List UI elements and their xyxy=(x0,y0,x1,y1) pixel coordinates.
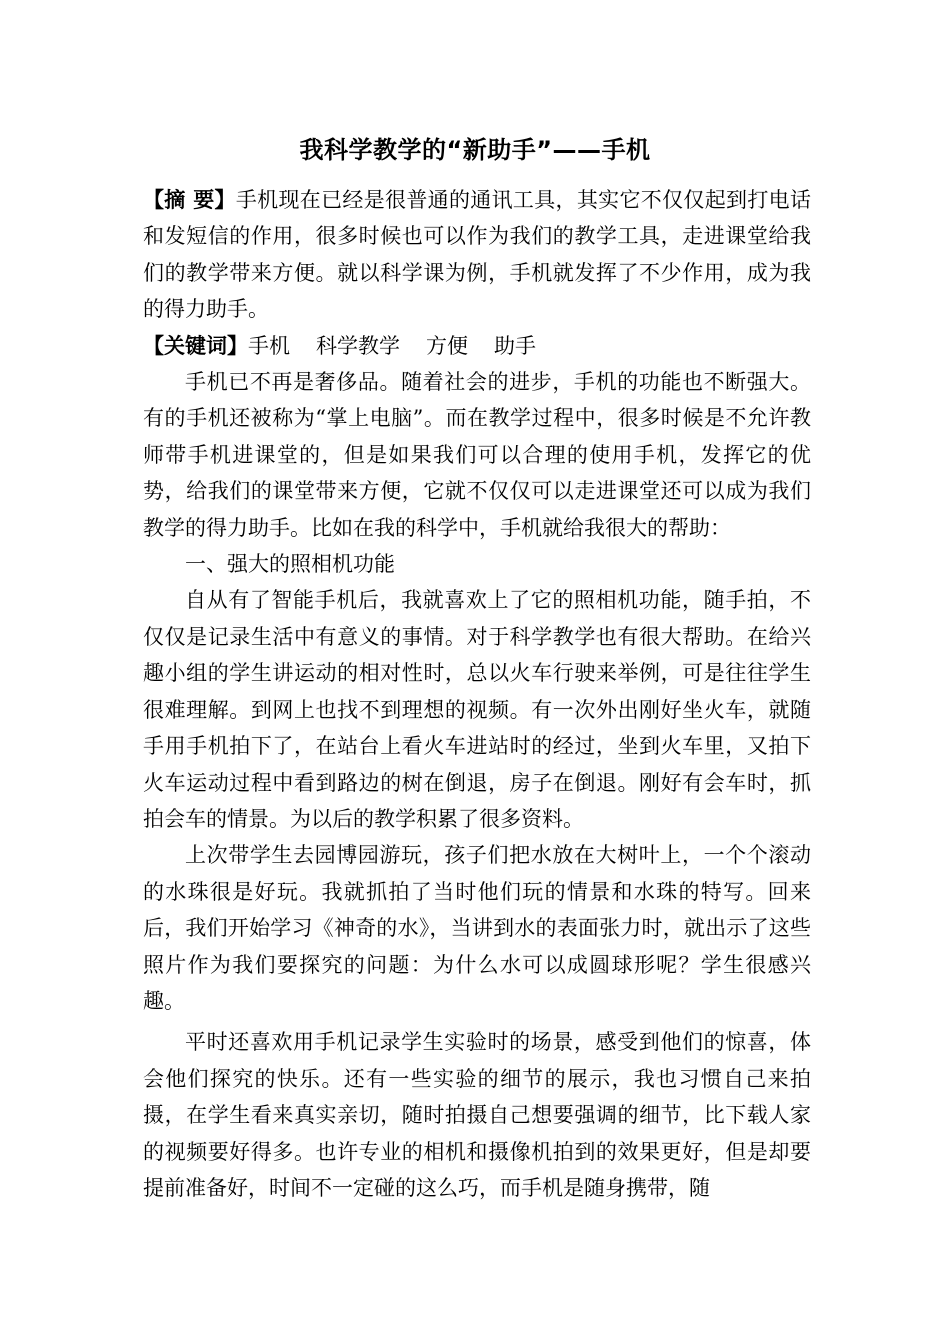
keyword-item: 助手 xyxy=(494,333,536,358)
keyword-item: 手机 xyxy=(248,333,290,358)
keywords-paragraph xyxy=(143,328,811,364)
document-body xyxy=(143,182,811,1206)
abstract-text: 手机现在已经是很普通的通讯工具，其实它不仅仅起到打电话和发短信的作用，很多时候也可以作为我们的教学工具，走进课堂给我们的教学带来方便。就以科学课为例，手机就发挥了不少作用，成为我的得力助手。 xyxy=(143,188,811,322)
body-paragraph: 自从有了智能手机后，我就喜欢上了它的照相机功能，随手拍，不仅仅是记录生活中有意义的事情。对于科学教学也有很大帮助。在给兴趣小组的学生讲运动的相对性时，总以火车行驶来举例，可是往往学生很难理解。到网上也找不到理想的视频。有一次外出刚好坐火车，就随手用手机拍下了，在站台上看火车进站时的经过，坐到火车里，又拍下火车运动过程中看到路边的树在倒退，房子在倒退。刚好有会车时，抓拍会车的情景。为以后的教学积累了很多资料。 xyxy=(143,588,811,831)
body-paragraph: 平时还喜欢用手机记录学生实验时的场景，感受到他们的惊喜，体会他们探究的快乐。还有一些实验的细节的展示，我也习惯自己来拍摄，在学生看来真实亲切，随时拍摄自己想要强调的细节，比下载人家的视频要好得多。也许专业的相机和摄像机拍到的效果更好，但是却要提前准备好，时间不一定碰的这么巧，而手机是随身携带，随 xyxy=(143,1030,811,1200)
keyword-item: 方便 xyxy=(426,333,468,358)
keywords-label: 【关键词】 xyxy=(143,333,248,358)
body-paragraph: 上次带学生去园博园游玩，孩子们把水放在大树叶上，一个个滚动的水珠很是好玩。我就抓拍了当时他们玩的情景和水珠的特写。回来后，我们开始学习《神奇的水》，当讲到水的表面张力时，就出示了这些照片作为我们要探究的问题：为什么水可以成圆球形呢？学生很感兴趣。 xyxy=(143,843,811,1013)
intro-paragraph: 手机已不再是奢侈品。随着社会的进步，手机的功能也不断强大。有的手机还被称为“掌上电脑”。而在教学过程中，很多时候是不允许教师带手机进课堂的，但是如果我们可以合理的使用手机，发挥它的优势，给我们的课堂带来方便，它就不仅仅可以走进课堂还可以成为我们教学的得力助手。比如在我的科学中，手机就给我很大的帮助： xyxy=(143,370,811,540)
section-heading: 一、强大的照相机功能 xyxy=(185,552,395,577)
abstract-paragraph xyxy=(143,182,811,328)
page-title: 我科学教学的“新助手”——手机 xyxy=(299,136,651,164)
abstract-label: 【摘 要】 xyxy=(143,188,236,212)
keyword-item: 科学教学 xyxy=(316,333,400,358)
